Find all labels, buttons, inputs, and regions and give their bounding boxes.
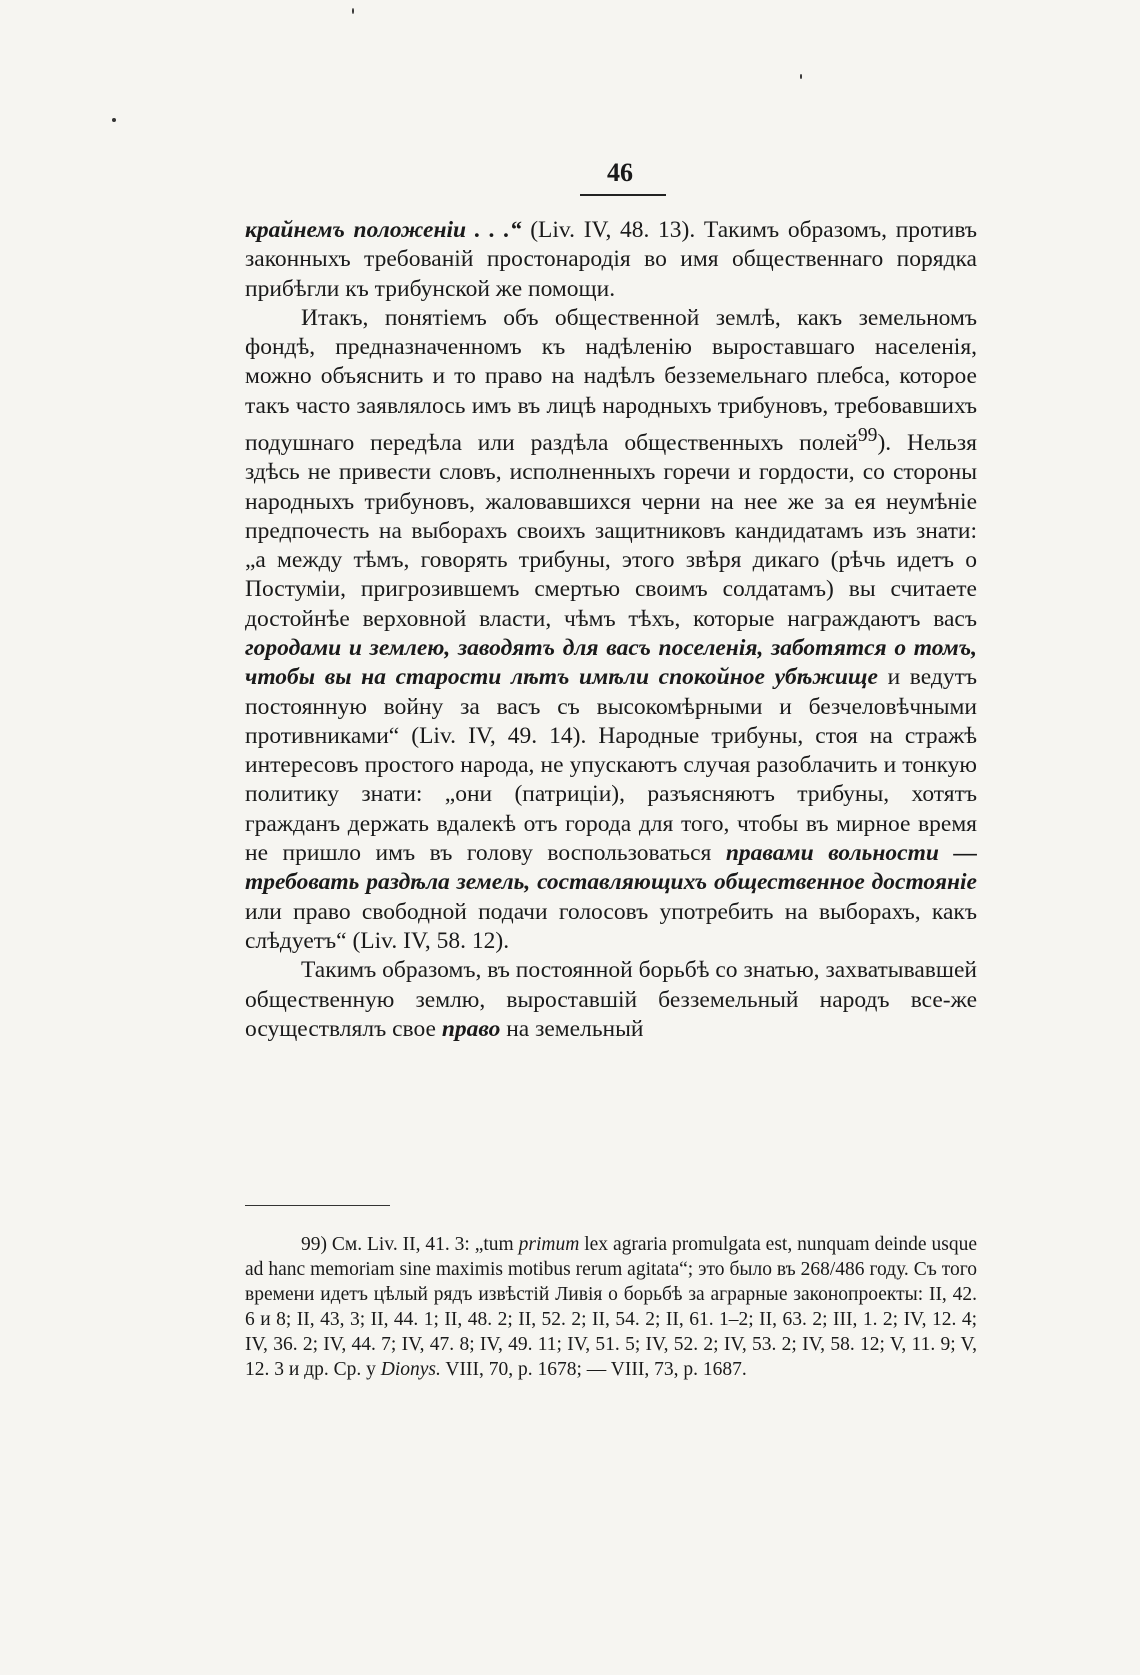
text-run: (Liv. IV, 48. 13). Такимъ образомъ, противъ законныхъ требованій простонародія во имя общественнаго порядка прибѣгли къ трибунской же помощи.: [245, 217, 978, 302]
scan-speck: [352, 8, 354, 14]
text-run: и ведутъ постоянную войну за васъ съ высокомѣрными и безчеловѣчными противниками“ (Liv. IV, 49. 14). Народные трибуны, стоя на стражѣ интересовъ простого народа, не упускаютъ случая разоблачить и тонкую политику знати: „они (патриціи), разъясняютъ трибуны, хотятъ гражданъ держать вдалекѣ отъ города для того, чтобы въ мирное время не пришло имъ въ голову воспользоваться: [245, 664, 977, 867]
body-text: [245, 216, 977, 1044]
emphasis-text: правами вольности — требовать раздѣла земель, составляющихъ общественное достояніе: [245, 840, 977, 896]
text-run: на земельный: [500, 1015, 644, 1042]
footnote-99: [245, 1232, 977, 1382]
text-run: VIII, 70, p. 1678; — VIII, 73, p. 1687.: [440, 1359, 747, 1380]
text-run: Такимъ образомъ, въ постоянной борьбѣ со знатью, захватывавшей общественную землю, выроставшій безземельный народъ все-же осуществлялъ свое: [245, 957, 977, 1042]
scan-speck: [800, 74, 802, 79]
text-run: 99) См. Liv. II, 41. 3: „tum: [301, 1234, 519, 1255]
paragraph: [245, 216, 977, 304]
paragraph: [245, 304, 977, 956]
emphasis-text: право: [441, 1015, 501, 1042]
emphasis-text: primum: [518, 1234, 580, 1255]
text-run: Итакъ, понятіемъ объ общественной землѣ, какъ земельномъ фондѣ, предназначенномъ къ надѣленію выроставшаго населенія, можно объяснить и то право на надѣлъ безземельнаго плебса, которое такъ часто заявлялось имъ въ лицѣ народныхъ трибуновъ, требовавшихъ подушнаго передѣла или раздѣла общественныхъ полей: [245, 304, 977, 456]
footnote-ref: 99: [857, 425, 878, 447]
scan-speck: [112, 118, 116, 122]
footnote-separator: [245, 1205, 390, 1206]
page-number: 46: [607, 158, 633, 187]
page-number-rule: [580, 194, 666, 196]
emphasis-text: Dionys.: [380, 1359, 441, 1380]
paragraph: [245, 956, 977, 1044]
emphasis-text: городами и землею, заводятъ для васъ поселенія, заботятся о томъ, чтобы вы на старости лѣтъ имѣли спокойное убѣжище: [245, 634, 977, 691]
text-run: lex agraria promulgata est, nunquam deinde usque ad hanc memoriam sine maximis motibus rerum agitata“; это было въ 268/486 году. Съ того времени идетъ цѣлый рядъ извѣстій Ливія о борьбѣ за аграрные законопроекты: II, 42. 6 и 8; II, 43, 3; II, 44. 1; II, 48. 2; II, 52. 2; II, 54. 2; II, 61. 1–2; II, 63. 2; III, 1. 2; IV, 12. 4; IV, 36. 2; IV, 44. 7; IV, 47. 8; IV, 49. 11; IV, 51. 5; IV, 52. 2; IV, 53. 2; IV, 58. 12; V, 11. 9; V, 12. 3 и др. Ср. у: [245, 1234, 977, 1380]
emphasis-text: крайнемъ положеніи . . .“: [245, 217, 522, 243]
text-run: или право свободной подачи голосовъ употребить на выборахъ, какъ слѣдуетъ“ (Liv. IV, 58. 12).: [245, 898, 977, 954]
text-run: ). Нельзя здѣсь не привести словъ, исполненныхъ горечи и гордости, со стороны народныхъ трибуновъ, жаловавшихся черни на нее же за ея неумѣніе предпочесть на выборахъ своихъ защитниковъ кандидатамъ изъ знати: „а между тѣмъ, говорять трибуны, этого звѣря дикаго (рѣчь идетъ о Постуміи, пригрозившемъ смертью своимъ солдатамъ) вы считаете достойнѣе верховной власти, чѣмъ тѣхъ, которые награждаютъ васъ: [245, 429, 977, 632]
